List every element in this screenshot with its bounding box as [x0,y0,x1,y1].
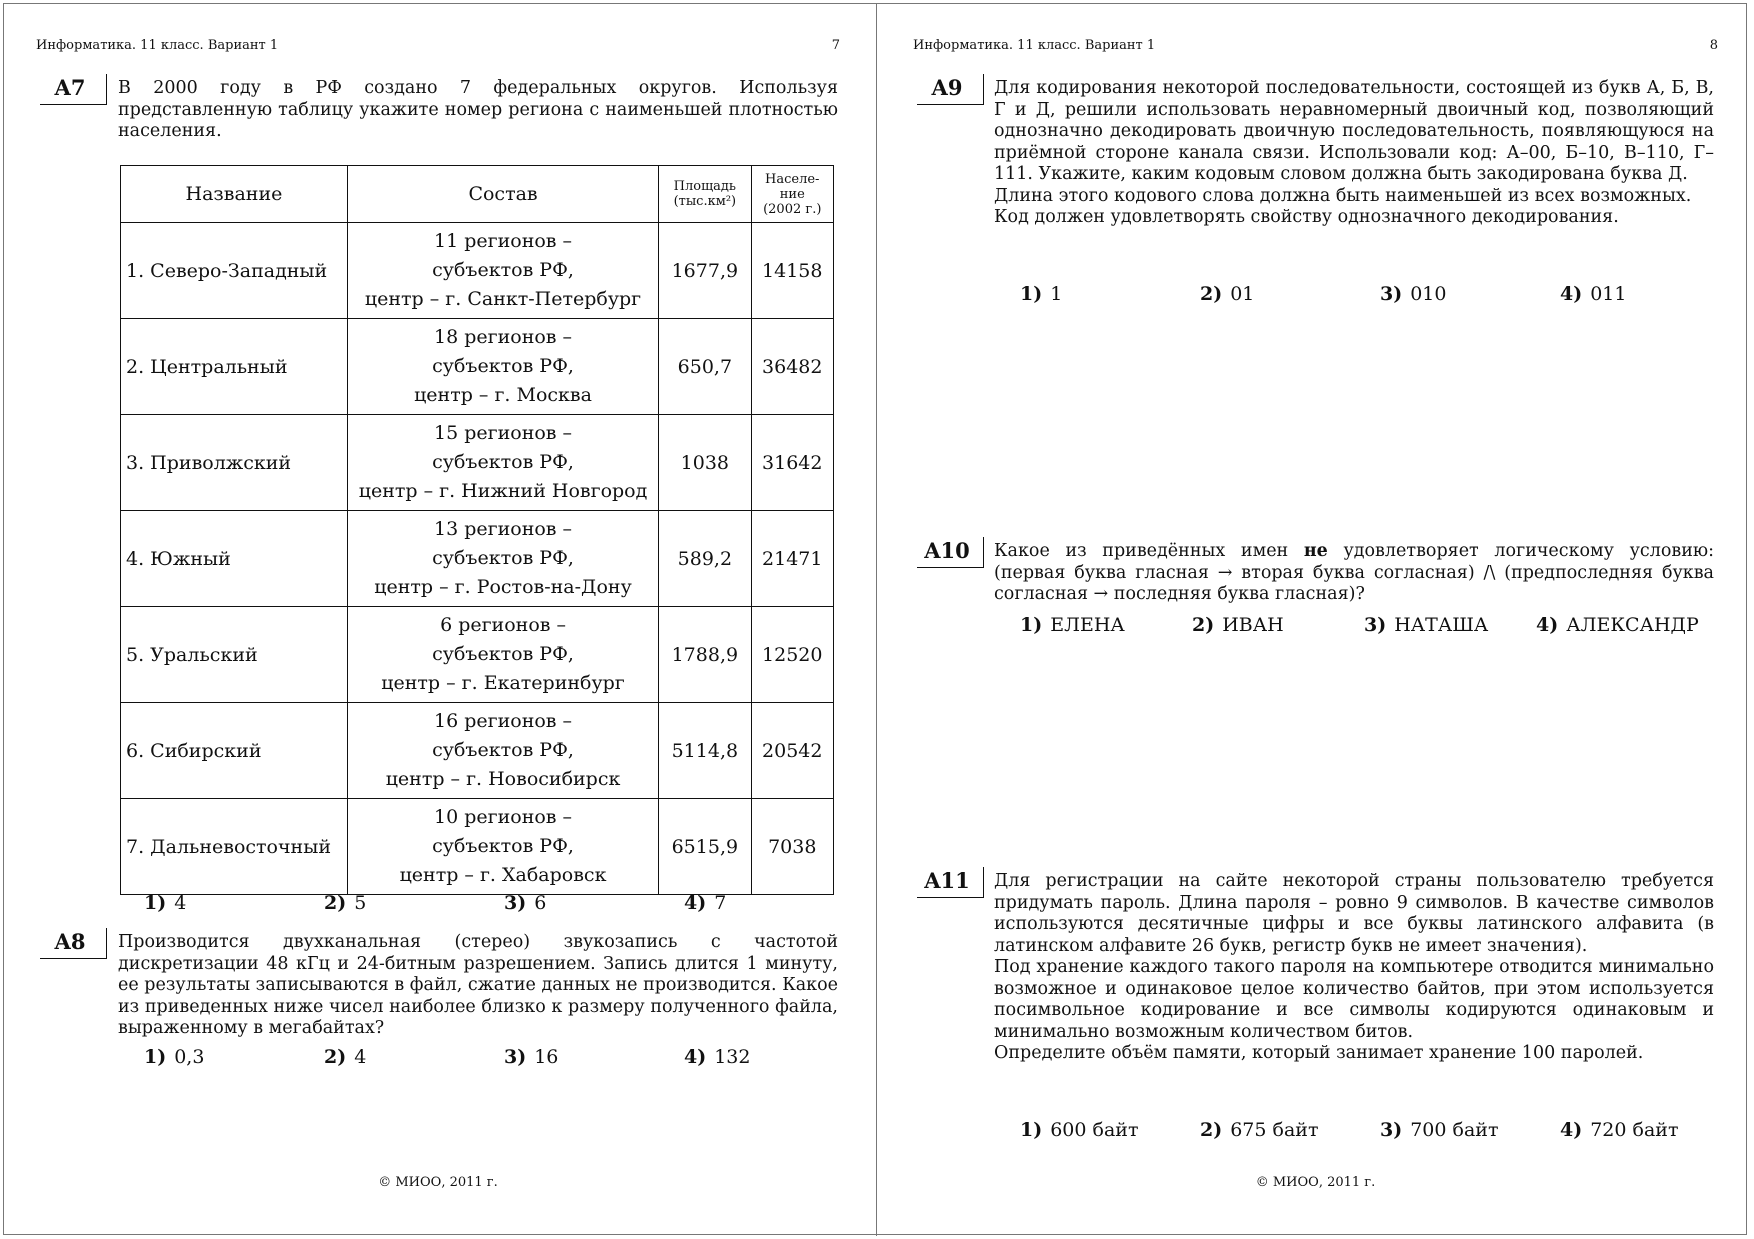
answer-number: 1) [1020,1119,1043,1141]
header-area [659,166,751,223]
district-area: 1677,9 [659,223,751,319]
district-population: 12520 [751,607,833,703]
district-population: 21471 [751,511,833,607]
composition-line: центр – г. Ростов-на-Дону [374,576,632,598]
district-composition [347,415,658,511]
answer-value: АЛЕКСАНДР [1566,614,1699,636]
header-composition: Состав [347,166,658,223]
answer-value: ИВАН [1222,614,1284,636]
header-area-label: Площадь [673,179,737,194]
district-name: 5. Уральский [121,607,348,703]
answer-number: 2) [324,1046,347,1068]
answer-option[interactable] [324,1046,504,1068]
answer-number: 3) [504,892,527,914]
a10-text-after: удовлетворяет логическому условию: (первая буква гласная → вторая буква согласная) /\ (предпоследняя буква согласная → последняя буква гласная)? [994,541,1714,604]
answer-option[interactable] [1380,283,1560,305]
district-composition [347,703,658,799]
answers-a8 [144,1046,750,1068]
answer-option[interactable] [144,892,324,914]
a10-text-bold: не [1303,541,1328,561]
question-tag-a9: A9 [917,74,984,105]
answer-option[interactable] [504,892,684,914]
composition-line: 11 регионов – [434,230,573,252]
answer-number: 3) [1380,1119,1403,1141]
district-name: 6. Сибирский [121,703,348,799]
answer-value: 700 байт [1410,1119,1499,1141]
table-row [121,799,834,895]
answer-option[interactable] [684,892,726,914]
answer-option[interactable] [1192,614,1364,636]
district-population: 20542 [751,703,833,799]
answers-a11 [1020,1119,1678,1141]
district-population: 14158 [751,223,833,319]
answer-option[interactable] [1200,283,1380,305]
district-population: 31642 [751,415,833,511]
answer-value: 7 [714,892,727,914]
question-tag-a8: A8 [40,928,107,959]
answer-option[interactable] [1020,283,1200,305]
answer-number: 1) [1020,614,1043,636]
composition-line: субъектов РФ, [432,259,574,281]
answer-value: 132 [714,1046,751,1068]
a10-text-before: Какое из приведённых имен [994,541,1304,561]
answer-value: 6 [534,892,547,914]
composition-line: 15 регионов – [434,422,573,444]
district-area: 1788,9 [659,607,751,703]
district-area: 5114,8 [659,703,751,799]
composition-line: центр – г. Санкт-Петербург [364,288,642,310]
table-row [121,703,834,799]
composition-line: 18 регионов – [434,326,573,348]
answer-number: 2) [1200,283,1223,305]
answer-number: 1) [1020,283,1043,305]
left-page [0,0,876,1239]
a11-paragraph-3: Определите объём памяти, который занимает хранение 100 паролей. [994,1043,1644,1063]
district-name: 4. Южный [121,511,348,607]
composition-line: 16 регионов – [434,710,573,732]
a9-paragraph-2: Длина этого кодового слова должна быть наименьшей из всех возможных. [994,185,1692,206]
composition-line: субъектов РФ, [432,643,574,665]
composition-line: 10 регионов – [434,806,573,828]
left-footer: © МИОО, 2011 г. [378,1175,498,1190]
composition-line: субъектов РФ, [432,547,574,569]
question-text-a11 [994,871,1714,1065]
answer-value: 1 [1050,283,1063,305]
answer-option[interactable] [324,892,504,914]
question-tag-a11: A11 [917,867,984,898]
left-page-number: 7 [831,38,840,53]
answer-option[interactable] [1020,1119,1200,1141]
district-population: 36482 [751,319,833,415]
right-page-number: 8 [1709,38,1718,53]
answer-option[interactable] [1560,283,1626,305]
answer-option[interactable] [144,1046,324,1068]
answer-number: 4) [684,1046,707,1068]
question-tag-a10: A10 [917,537,984,568]
district-area: 650,7 [659,319,751,415]
question-text-a10 [994,541,1714,606]
answer-number: 4) [1536,614,1559,636]
answer-value: 011 [1590,283,1627,305]
answer-number: 4) [1560,283,1583,305]
question-text-a8: Производится двухканальная (стерео) звукозапись с частотой дискретизации 48 кГц и 24-битным разрешением. Запись длится 1 минуту, ее результаты записываются в файл, сжатие данных не производится. Какое из приведенных ниже чисел наиболее близко к размеру полученного файла, выраженному в мегабайтах? [118,932,838,1038]
answer-value: ЕЛЕНА [1050,614,1125,636]
table-row [121,319,834,415]
question-tag-a7: A7 [40,74,107,105]
district-name: 2. Центральный [121,319,348,415]
answer-number: 4) [1560,1119,1583,1141]
table-row [121,223,834,319]
answer-option[interactable] [1364,614,1536,636]
a11-paragraph-1: Для регистрации на сайте некоторой страны пользователю требуется придумать пароль. Длина пароля – ровно 9 символов. В качестве символов используются десятичные цифры и все буквы латинского алфавита (в латинском алфавите 26 букв, регистр букв не имеет значения). [994,871,1714,956]
answer-value: 4 [354,1046,367,1068]
header-population-year: (2002 г.) [763,201,822,217]
composition-line: центр – г. Новосибирск [385,768,621,790]
district-area: 6515,9 [659,799,751,895]
answer-option[interactable] [1560,1119,1678,1141]
question-text-a7: В 2000 году в РФ создано 7 федеральных округов. Используя представленную таблицу укажите номер региона с наименьшей плотностью населения. [118,78,838,141]
answer-option[interactable] [504,1046,684,1068]
answers-a9 [1020,283,1626,305]
answer-option[interactable] [1536,614,1699,636]
a11-paragraph-2: Под хранение каждого такого пароля на компьютере отводится минимально возможное и одинаковое целое количество байтов, при этом используется посимвольное кодирование и все символы кодируются одинаковым и минимально возможным количеством битов. [994,957,1714,1042]
right-page [877,0,1754,1239]
district-composition [347,607,658,703]
composition-line: 6 регионов – [440,614,566,636]
composition-line: субъектов РФ, [432,835,574,857]
answer-value: 4 [174,892,187,914]
district-composition [347,223,658,319]
answer-value: 01 [1230,283,1255,305]
answer-value: 010 [1410,283,1447,305]
answer-number: 2) [1192,614,1215,636]
composition-line: субъектов РФ, [432,739,574,761]
header-area-unit: (тыс.км²) [673,194,737,209]
answer-number: 2) [324,892,347,914]
answer-option[interactable] [684,1046,750,1068]
district-name: 3. Приволжский [121,415,348,511]
composition-line: субъектов РФ, [432,451,574,473]
composition-line: субъектов РФ, [432,355,574,377]
answer-option[interactable] [1200,1119,1380,1141]
header-population [751,166,833,223]
a9-paragraph-1: Для кодирования некоторой последовательности, состоящей из букв А, Б, В, Г и Д, решили использовать неравномерный двоичный код, позволяющий однозначно декодировать двоичную последовательность, появляющуюся на приёмной стороне канала связи. Использовали код: А–00, Б–10, В–110, Г–111. Укажите, каким кодовым словом должна быть закодирована буква Д. [994,78,1714,184]
answer-value: 675 байт [1230,1119,1319,1141]
table-header-row [121,166,834,223]
answer-value: 600 байт [1050,1119,1139,1141]
district-name: 7. Дальневосточный [121,799,348,895]
district-composition [347,319,658,415]
answer-number: 3) [1380,283,1403,305]
district-composition [347,799,658,895]
header-population-label-1: Населе- [765,171,820,187]
answers-a7 [144,892,726,914]
composition-line: центр – г. Хабаровск [399,864,607,886]
answer-option[interactable] [1020,614,1192,636]
right-footer: © МИОО, 2011 г. [1255,1175,1376,1190]
header-name: Название [121,166,348,223]
answers-a10 [1020,614,1699,636]
a9-paragraph-3: Код должен удовлетворять свойству однозначного декодирования. [994,207,1619,227]
answer-value: НАТАША [1394,614,1489,636]
composition-line: центр – г. Нижний Новгород [358,480,648,502]
district-population: 7038 [751,799,833,895]
districts-table [120,165,834,895]
district-name: 1. Северо-Западный [121,223,348,319]
composition-line: 13 регионов – [434,518,573,540]
answer-option[interactable] [1380,1119,1560,1141]
header-population-label-2: ние [779,186,805,202]
table-row [121,511,834,607]
composition-line: центр – г. Москва [414,384,592,406]
answer-value: 5 [354,892,367,914]
table-row [121,415,834,511]
answer-number: 3) [1364,614,1387,636]
answer-number: 4) [684,892,707,914]
answer-number: 2) [1200,1119,1223,1141]
left-header-title: Информатика. 11 класс. Вариант 1 [36,38,279,53]
answer-value: 16 [534,1046,559,1068]
answer-value: 0,3 [174,1046,205,1068]
answer-value: 720 байт [1590,1119,1679,1141]
answer-number: 1) [144,892,167,914]
district-area: 589,2 [659,511,751,607]
district-composition [347,511,658,607]
composition-line: центр – г. Екатеринбург [381,672,625,694]
table-row [121,607,834,703]
district-area: 1038 [659,415,751,511]
answer-number: 1) [144,1046,167,1068]
right-header-title: Информатика. 11 класс. Вариант 1 [913,38,1156,53]
question-text-a9 [994,78,1714,229]
answer-number: 3) [504,1046,527,1068]
